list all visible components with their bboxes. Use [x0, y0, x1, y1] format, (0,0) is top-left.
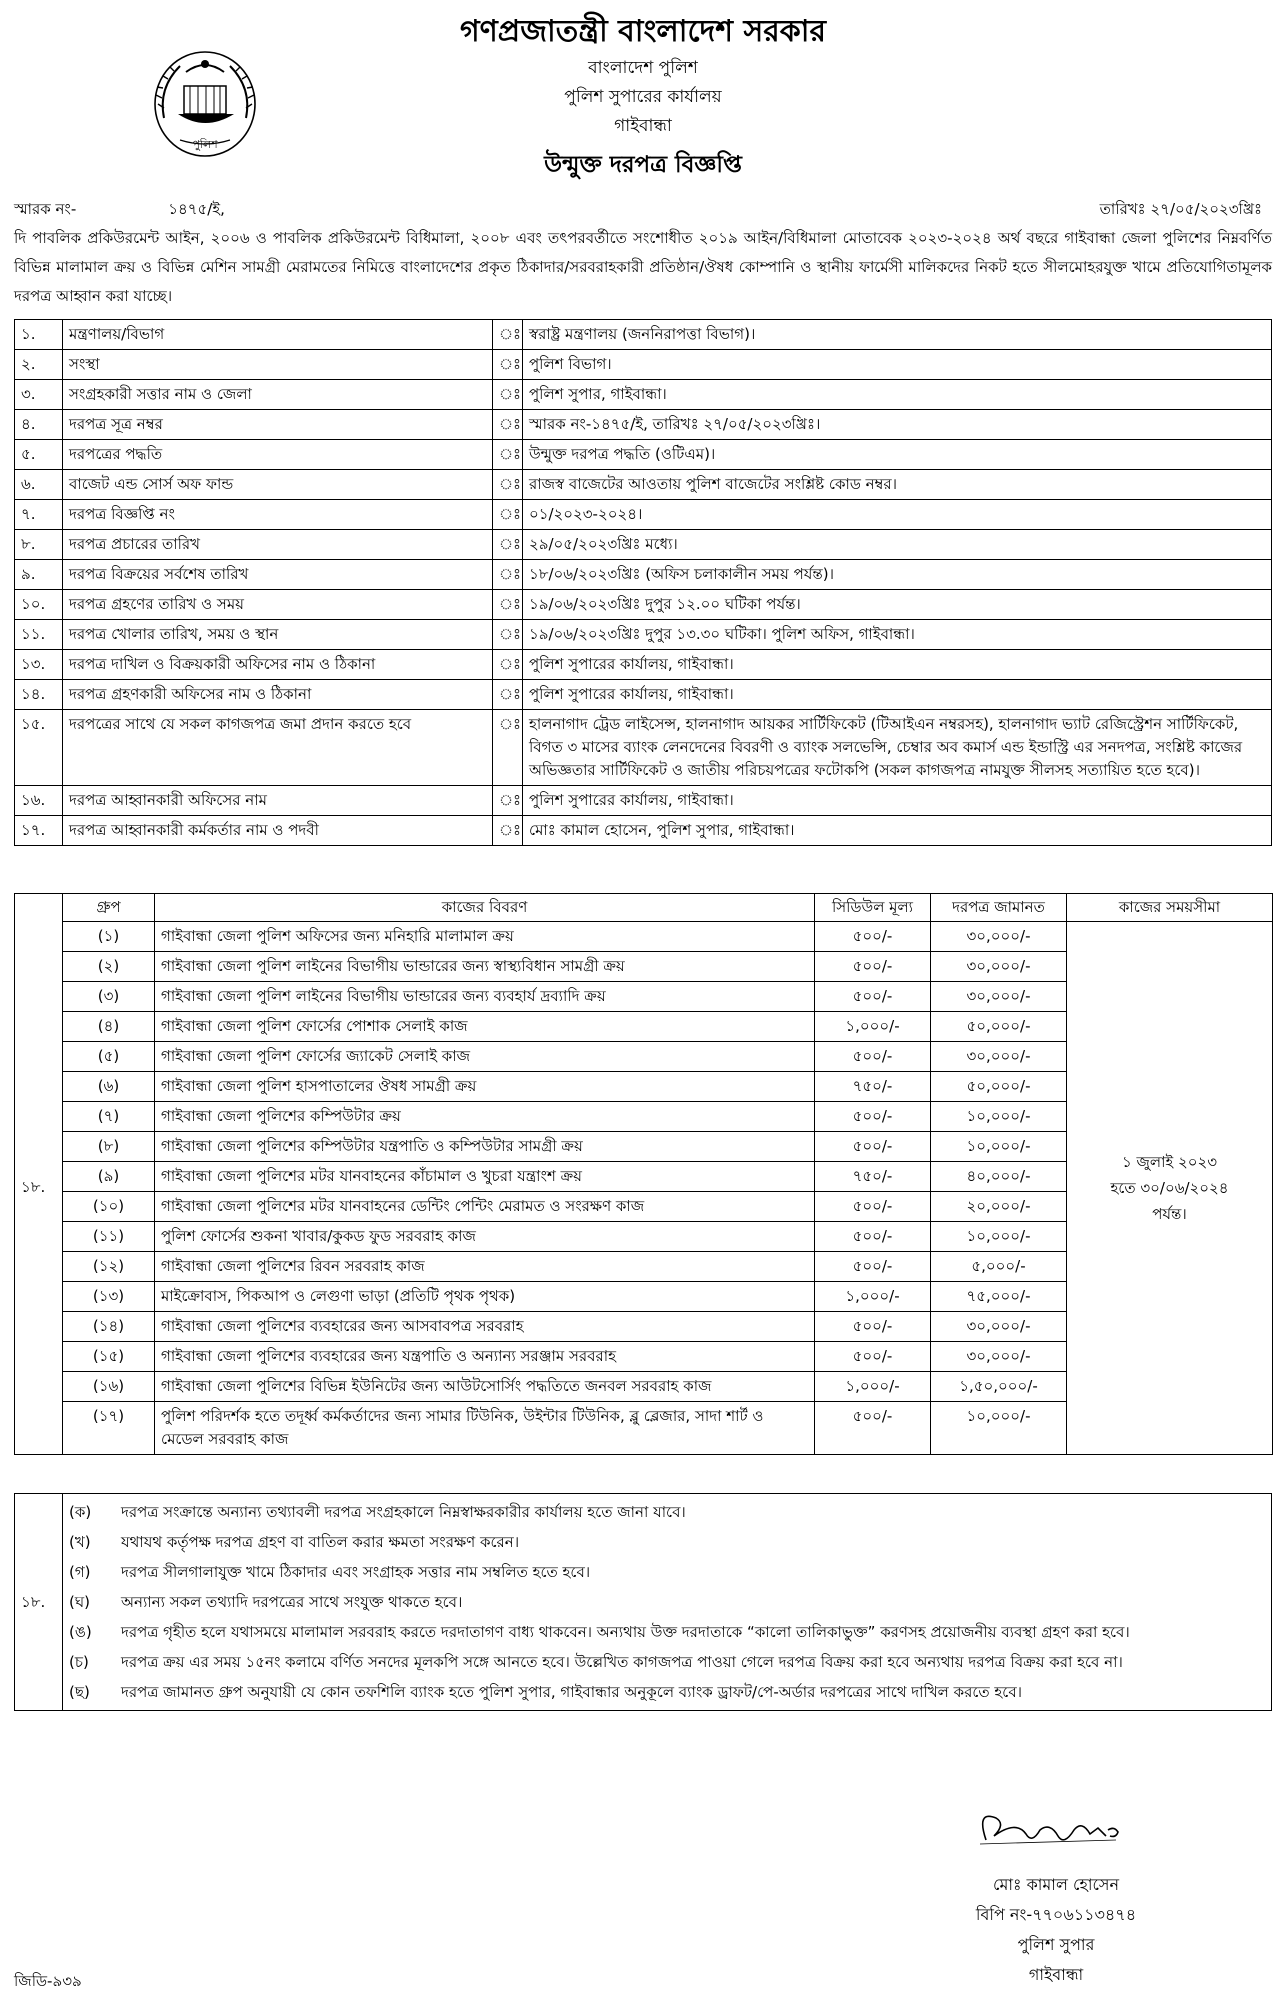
- schedule-fee: ১,০০০/-: [815, 1282, 931, 1312]
- info-number: ১৬.: [15, 786, 63, 816]
- group-label: (৩): [63, 982, 155, 1012]
- work-period-line: হতে ৩০/০৬/২০২৪: [1110, 1179, 1229, 1197]
- term-item: [69, 1527, 1265, 1557]
- info-label: দরপত্র আহ্বানকারী অফিসের নাম: [63, 786, 493, 816]
- info-value: স্বরাষ্ট্র মন্ত্রণালয় (জননিরাপত্তা বিভাগ)।: [523, 320, 1272, 350]
- info-colon: ঃ: [493, 590, 523, 620]
- term-label: (ছ): [69, 1683, 90, 1701]
- info-colon: ঃ: [493, 620, 523, 650]
- group-description: গাইবান্ধা জেলা পুলিশের বিভিন্ন ইউনিটের জন্য আউটসোর্সিং পদ্ধতিতে জনবল সরবরাহ কাজ: [155, 1372, 815, 1402]
- schedule-fee: ৫০০/-: [815, 1132, 931, 1162]
- info-row: [15, 380, 1272, 410]
- info-number: ১৪.: [15, 680, 63, 710]
- district-name: গাইবান্ধা: [614, 116, 672, 136]
- tender-security: ১০,০০০/-: [931, 1102, 1067, 1132]
- info-value: পুলিশ সুপারের কার্যালয়, গাইবান্ধা।: [523, 786, 1272, 816]
- info-colon: ঃ: [493, 470, 523, 500]
- schedule-fee: ৫০০/-: [815, 1102, 931, 1132]
- info-number: ৮.: [15, 530, 63, 560]
- info-value: মোঃ কামাল হোসেন, পুলিশ সুপার, গাইবান্ধা।: [523, 816, 1272, 846]
- term-label: (ঘ): [69, 1593, 90, 1611]
- group-header: গ্রুপ: [63, 894, 155, 922]
- tender-security: ৫,০০০/-: [931, 1252, 1067, 1282]
- term-label: (ঙ): [69, 1623, 92, 1641]
- info-row: [15, 410, 1272, 440]
- memo-label: স্মারক নং-: [14, 200, 77, 218]
- info-number: ৬.: [15, 470, 63, 500]
- group-label: (৯): [63, 1162, 155, 1192]
- group-description: গাইবান্ধা জেলা পুলিশ লাইনের বিভাগীয় ভান্ডারের জন্য স্বাস্থ্যবিধান সামগ্রী ক্রয়: [155, 952, 815, 982]
- info-label: সংগ্রহকারী সত্তার নাম ও জেলা: [63, 380, 493, 410]
- tender-security: ৩০,০০০/-: [931, 1312, 1067, 1342]
- info-label: দরপত্র প্রচারের তারিখ: [63, 530, 493, 560]
- group-label: (১৭): [63, 1402, 155, 1455]
- tender-security: ৩০,০০০/-: [931, 1042, 1067, 1072]
- info-label: দরপত্র আহ্বানকারী কর্মকর্তার নাম ও পদবী: [63, 816, 493, 846]
- notice-date: তারিখঃ ২৭/০৫/২০২৩খ্রিঃ: [1099, 200, 1262, 218]
- office-name: পুলিশ সুপারের কার্যালয়: [564, 87, 722, 107]
- tender-security: ৪০,০০০/-: [931, 1162, 1067, 1192]
- notice-title: উন্মুক্ত দরপত্র বিজ্ঞপ্তি: [544, 152, 742, 178]
- info-colon: ঃ: [493, 440, 523, 470]
- info-colon: ঃ: [493, 380, 523, 410]
- group-description: পুলিশ ফোর্সের শুকনা খাবার/কুকড ফুড সরবরাহ কাজ: [155, 1222, 815, 1252]
- signatory-designation: পুলিশ সুপার: [1017, 1935, 1095, 1954]
- info-row: [15, 590, 1272, 620]
- info-number: ৫.: [15, 440, 63, 470]
- info-value: ১৯/০৬/২০২৩খ্রিঃ দুপুর ১৩.৩০ ঘটিকা। পুলিশ অফিস, গাইবান্ধা।: [523, 620, 1272, 650]
- schedule-fee: ৭৫০/-: [815, 1072, 931, 1102]
- info-row: [15, 320, 1272, 350]
- info-row: [15, 650, 1272, 680]
- info-colon: ঃ: [493, 786, 523, 816]
- info-row: [15, 620, 1272, 650]
- signatory-name: মোঃ কামাল হোসেন: [992, 1875, 1120, 1894]
- term-item: [69, 1677, 1265, 1707]
- term-text: অন্যান্য সকল তথ্যাদি দরপত্রের সাথে সংযুক্ত থাকতে হবে।: [121, 1593, 463, 1611]
- tender-security: ২০,০০০/-: [931, 1192, 1067, 1222]
- groups-header-row: [15, 894, 1273, 922]
- info-colon: ঃ: [493, 650, 523, 680]
- group-description: গাইবান্ধা জেলা পুলিশ অফিসের জন্য মনিহারি মালামাল ক্রয়: [155, 922, 815, 952]
- info-colon: ঃ: [493, 710, 523, 786]
- group-row: [15, 922, 1273, 952]
- schedule-fee: ৫০০/-: [815, 1192, 931, 1222]
- info-colon: ঃ: [493, 410, 523, 440]
- info-row: [15, 500, 1272, 530]
- group-description: গাইবান্ধা জেলা পুলিশের ব্যবহারের জন্য আসবাবপত্র সরবরাহ: [155, 1312, 815, 1342]
- group-label: (১৬): [63, 1372, 155, 1402]
- info-colon: ঃ: [493, 530, 523, 560]
- schedule-fee: ৫০০/-: [815, 982, 931, 1012]
- info-label: দরপত্র খোলার তারিখ, সময় ও স্থান: [63, 620, 493, 650]
- tender-security: ৩০,০০০/-: [931, 952, 1067, 982]
- term-label: (গ): [69, 1563, 91, 1581]
- description-header: কাজের বিবরণ: [155, 894, 815, 922]
- department-name: বাংলাদেশ পুলিশ: [588, 58, 698, 78]
- terms-row: [15, 1494, 1272, 1711]
- info-number: ১.: [15, 320, 63, 350]
- term-text: দরপত্র জামানত গ্রুপ অনুযায়ী যে কোন তফশিলি ব্যাংক হতে পুলিশ সুপার, গাইবান্ধার অনুকূলে ব্যাংক ড্রাফট/পে-অর্ডার দরপত্রের সাথে দাখিল করতে হবে।: [121, 1683, 1023, 1701]
- schedule-fee: ৫০০/-: [815, 952, 931, 982]
- tender-info-table: [14, 319, 1272, 846]
- term-item: [69, 1587, 1265, 1617]
- info-value: রাজস্ব বাজেটের আওতায় পুলিশ বাজেটের সংশ্লিষ্ট কোড নম্বর।: [523, 470, 1272, 500]
- info-colon: ঃ: [493, 680, 523, 710]
- schedule-fee: ৫০০/-: [815, 1312, 931, 1342]
- schedule-fee: ৫০০/-: [815, 1252, 931, 1282]
- info-colon: ঃ: [493, 320, 523, 350]
- group-description: গাইবান্ধা জেলা পুলিশের মটর যানবাহনের ডেন্টিং পেন্টিং মেরামত ও সংরক্ষণ কাজ: [155, 1192, 815, 1222]
- info-value: উন্মুক্ত দরপত্র পদ্ধতি (ওটিএম)।: [523, 440, 1272, 470]
- group-label: (১): [63, 922, 155, 952]
- work-period-line: ১ জুলাই ২০২৩: [1121, 1153, 1218, 1171]
- term-item: [69, 1617, 1265, 1647]
- info-colon: ঃ: [493, 350, 523, 380]
- group-label: (৭): [63, 1102, 155, 1132]
- info-row: [15, 710, 1272, 786]
- tender-groups-table: [14, 893, 1273, 1455]
- info-value: পুলিশ বিভাগ।: [523, 350, 1272, 380]
- info-value: ২৯/০৫/২০২৩খ্রিঃ মধ্যে।: [523, 530, 1272, 560]
- group-label: (১০): [63, 1192, 155, 1222]
- info-row: [15, 816, 1272, 846]
- tender-security: ৩০,০০০/-: [931, 1342, 1067, 1372]
- signature-block: [936, 1870, 1176, 1990]
- term-label: (ক): [69, 1503, 92, 1521]
- term-text: দরপত্র সংক্রান্তে অন্যান্য তথ্যাবলী দরপত্র সংগ্রহকালে নিম্নস্বাক্ষরকারীর কার্যালয় হতে জানা যাবে।: [121, 1503, 686, 1521]
- term-text: দরপত্র সীলগালাযুক্ত খামে ঠিকাদার এবং সংগ্রাহক সত্তার নাম সম্বলিত হতে হবে।: [121, 1563, 591, 1581]
- term-item: [69, 1557, 1265, 1587]
- work-period: [1067, 922, 1273, 1455]
- schedule-fee: ৫০০/-: [815, 1402, 931, 1455]
- info-label: দরপত্র দাখিল ও বিক্রয়কারী অফিসের নাম ও ঠিকানা: [63, 650, 493, 680]
- term-text: যথাযথ কর্তৃপক্ষ দরপত্র গ্রহণ বা বাতিল করার ক্ষমতা সংরক্ষণ করেন।: [121, 1533, 520, 1551]
- schedule-fee: ৫০০/-: [815, 1042, 931, 1072]
- tender-security: ৫০,০০০/-: [931, 1012, 1067, 1042]
- memo-value: ১৪৭৫/ই,: [168, 200, 225, 218]
- group-label: (১৫): [63, 1342, 155, 1372]
- terms-list: [63, 1494, 1272, 1711]
- info-colon: ঃ: [493, 500, 523, 530]
- schedule-fee: ৫০০/-: [815, 1342, 931, 1372]
- info-number: ১৩.: [15, 650, 63, 680]
- government-title: গণপ্রজাতন্ত্রী বাংলাদেশ সরকার: [460, 14, 826, 49]
- info-row: [15, 560, 1272, 590]
- info-number: ৯.: [15, 560, 63, 590]
- terms-number: ১৮.: [15, 1494, 63, 1711]
- info-row: [15, 470, 1272, 500]
- schedule-fee: ৭৫০/-: [815, 1162, 931, 1192]
- tender-security: ৭৫,০০০/-: [931, 1282, 1067, 1312]
- group-label: (৬): [63, 1072, 155, 1102]
- info-number: ১৭.: [15, 816, 63, 846]
- info-label: দরপত্র সূত্র নম্বর: [63, 410, 493, 440]
- group-description: গাইবান্ধা জেলা পুলিশের মটর যানবাহনের কাঁচামাল ও খুচরা যন্ত্রাংশ ক্রয়: [155, 1162, 815, 1192]
- group-label: (৪): [63, 1012, 155, 1042]
- schedule-fee: ৫০০/-: [815, 1222, 931, 1252]
- group-description: গাইবান্ধা জেলা পুলিশ ফোর্সের জ্যাকেট সেলাই কাজ: [155, 1042, 815, 1072]
- info-row: [15, 786, 1272, 816]
- signatory-place: গাইবান্ধা: [1028, 1965, 1084, 1984]
- info-label: দরপত্রের পদ্ধতি: [63, 440, 493, 470]
- info-label: মন্ত্রণালয়/বিভাগ: [63, 320, 493, 350]
- page-header: [0, 10, 1286, 185]
- group-description: গাইবান্ধা জেলা পুলিশের রিবন সরবরাহ কাজ: [155, 1252, 815, 1282]
- work-period-line: পর্যন্ত।: [1152, 1205, 1187, 1223]
- info-row: [15, 680, 1272, 710]
- tender-security: ১০,০০০/-: [931, 1222, 1067, 1252]
- group-label: (২): [63, 952, 155, 982]
- groups-section-number: ১৮.: [15, 922, 63, 1455]
- tender-security: ৫০,০০০/-: [931, 1072, 1067, 1102]
- term-text: দরপত্র ক্রয় এর সময় ১৫নং কলামে বর্ণিত সনদের মূলকপি সঙ্গে আনতে হবে। উল্লেখিত কাগজপত্র পাওয়া গেলে দরপত্র বিক্রয় করা হবে অন্যথায় দরপত্র বিক্রয় করা হবে না।: [121, 1653, 1123, 1671]
- group-label: (৮): [63, 1132, 155, 1162]
- info-value: স্মারক নং-১৪৭৫/ই, তারিখঃ ২৭/০৫/২০২৩খ্রিঃ।: [523, 410, 1272, 440]
- group-description: পুলিশ পরিদর্শক হতে তদূর্ধ্ব কর্মকর্তাদের জন্য সামার টিউনিক, উইন্টার টিউনিক, ব্লু ব্লেজার, সাদা শার্ট ও মেডেল সরবরাহ কাজ: [155, 1402, 815, 1455]
- tender-security: ৩০,০০০/-: [931, 922, 1067, 952]
- info-number: ৩.: [15, 380, 63, 410]
- info-value: ১৯/০৬/২০২৩খ্রিঃ দুপুর ১২.০০ ঘটিকা পর্যন্ত।: [523, 590, 1272, 620]
- group-description: মাইক্রোবাস, পিকআপ ও লেগুণা ভাড়া (প্রতিটি পৃথক পৃথক): [155, 1282, 815, 1312]
- info-label: বাজেট এন্ড সোর্স অফ ফান্ড: [63, 470, 493, 500]
- tender-security: ১,৫০,০০০/-: [931, 1372, 1067, 1402]
- memo-number: [14, 198, 225, 223]
- group-description: গাইবান্ধা জেলা পুলিশ লাইনের বিভাগীয় ভান্ডারের জন্য ব্যবহার্য দ্রব্যাদি ক্রয়: [155, 982, 815, 1012]
- group-label: (১৪): [63, 1312, 155, 1342]
- group-description: গাইবান্ধা জেলা পুলিশ হাসপাতালের ঔষধ সামগ্রী ক্রয়: [155, 1072, 815, 1102]
- group-description: গাইবান্ধা জেলা পুলিশের ব্যবহারের জন্য যন্ত্রপাতি ও অন্যান্য সরঞ্জাম সরবরাহ: [155, 1342, 815, 1372]
- info-value: পুলিশ সুপারের কার্যালয়, গাইবান্ধা।: [523, 650, 1272, 680]
- terms-table: [14, 1493, 1272, 1711]
- gd-number: জিডি-৯৩৯: [14, 1972, 82, 1990]
- term-text: দরপত্র গৃহীত হলে যথাসময়ে মালামাল সরবরাহ করতে দরদাতাগণ বাধ্য থাকবেন। অন্যথায় উক্ত দরদাতাকে “কালো তালিকাভুক্ত” করণসহ প্রয়োজনীয় ব্যবস্থা গ্রহণ করা হবে।: [121, 1623, 1130, 1641]
- emblem-caption: পুলিশ: [192, 138, 218, 151]
- schedule-fee-header: সিডিউল মূল্য: [815, 894, 931, 922]
- bp-number: বিপি নং-৭৭০৬১১৩৪৭৪: [975, 1905, 1137, 1924]
- tender-security: ৩০,০০০/-: [931, 982, 1067, 1012]
- tender-security: ১০,০০০/-: [931, 1402, 1067, 1455]
- schedule-fee: ৫০০/-: [815, 922, 931, 952]
- term-item: [69, 1497, 1265, 1527]
- tender-security: ১০,০০০/-: [931, 1132, 1067, 1162]
- info-number: ৪.: [15, 410, 63, 440]
- info-row: [15, 440, 1272, 470]
- info-value: হালনাগাদ ট্রেড লাইসেন্স, হালনাগাদ আয়কর সার্টিফিকেট (টিআইএন নম্বরসহ), হালনাগাদ ভ্যাট রেজিস্ট্রেশন সার্টিফিকেট, বিগত ৩ মাসের ব্যাংক লেনদেনের বিবরণী ও ব্যাংক সলভেন্সি, চেম্বার অব কমার্স এন্ড ইন্ডাস্ট্রি এর সনদপত্র, সংশ্লিষ্ট কাজের অভিজ্ঞতার সার্টিফিকেট ও জাতীয় পরিচয়পত্রের ফটোকপি (সকল কাগজপত্র নামযুক্ত সীলসহ সত্যায়িত হতে হবে)।: [523, 710, 1272, 786]
- handwritten-signature: [966, 1800, 1136, 1860]
- info-label: দরপত্র বিক্রয়ের সর্বশেষ তারিখ: [63, 560, 493, 590]
- info-label: দরপত্র বিজ্ঞপ্তি নং: [63, 500, 493, 530]
- info-row: [15, 530, 1272, 560]
- info-colon: ঃ: [493, 560, 523, 590]
- info-value: পুলিশ সুপার, গাইবান্ধা।: [523, 380, 1272, 410]
- period-header: কাজের সময়সীমা: [1067, 894, 1273, 922]
- info-label: দরপত্র গ্রহণকারী অফিসের নাম ও ঠিকানা: [63, 680, 493, 710]
- group-description: গাইবান্ধা জেলা পুলিশের কম্পিউটার ক্রয়: [155, 1102, 815, 1132]
- term-label: (চ): [69, 1653, 89, 1671]
- info-number: ১৫.: [15, 710, 63, 786]
- info-value: ১৮/০৬/২০২৩খ্রিঃ (অফিস চলাকালীন সময় পর্যন্ত)।: [523, 560, 1272, 590]
- info-number: ৭.: [15, 500, 63, 530]
- info-colon: ঃ: [493, 816, 523, 846]
- group-label: (১১): [63, 1222, 155, 1252]
- info-number: ১০.: [15, 590, 63, 620]
- info-value: ০১/২০২৩-২০২৪।: [523, 500, 1272, 530]
- info-number: ১১.: [15, 620, 63, 650]
- group-description: গাইবান্ধা জেলা পুলিশ ফোর্সের পোশাক সেলাই কাজ: [155, 1012, 815, 1042]
- info-number: ২.: [15, 350, 63, 380]
- info-label: দরপত্র গ্রহণের তারিখ ও সময়: [63, 590, 493, 620]
- term-item: [69, 1647, 1265, 1677]
- group-label: (১২): [63, 1252, 155, 1282]
- schedule-fee: ১,০০০/-: [815, 1372, 931, 1402]
- term-label: (খ): [69, 1533, 91, 1551]
- info-value: পুলিশ সুপারের কার্যালয়, গাইবান্ধা।: [523, 680, 1272, 710]
- info-label: সংস্থা: [63, 350, 493, 380]
- security-header: দরপত্র জামানত: [931, 894, 1067, 922]
- info-row: [15, 350, 1272, 380]
- schedule-fee: ১,০০০/-: [815, 1012, 931, 1042]
- group-description: গাইবান্ধা জেলা পুলিশের কম্পিউটার যন্ত্রপাতি ও কম্পিউটার সামগ্রী ক্রয়: [155, 1132, 815, 1162]
- group-label: (১৩): [63, 1282, 155, 1312]
- info-label: দরপত্রের সাথে যে সকল কাগজপত্র জমা প্রদান করতে হবে: [63, 710, 493, 786]
- intro-paragraph: দি পাবলিক প্রকিউরমেন্ট আইন, ২০০৬ ও পাবলিক প্রকিউরমেন্ট বিধিমালা, ২০০৮ এবং তৎপরবর্তীতে সংশোধীত ২০১৯ আইন/বিধিমালা মোতাবেক ২০২৩-২০২৪ অর্থ বছরে গাইবান্ধা জেলা পুলিশের নিম্নবর্ণিত বিভিন্ন মালামাল ক্রয় ও বিভিন্ন মেশিন সামগ্রী মেরামতের নিমিত্তে বাংলাদেশের প্রকৃত ঠিকাদার/সরবরাহকারী প্রতিষ্ঠান/ঔষধ কোম্পানি ও স্থানীয় ফার্মেসী মালিকদের নিকট হতে সীলমোহরযুক্ত খামে প্রতিযোগিতামূলক দরপত্র আহ্বান করা যাচ্ছে।: [14, 229, 1272, 305]
- group-label: (৫): [63, 1042, 155, 1072]
